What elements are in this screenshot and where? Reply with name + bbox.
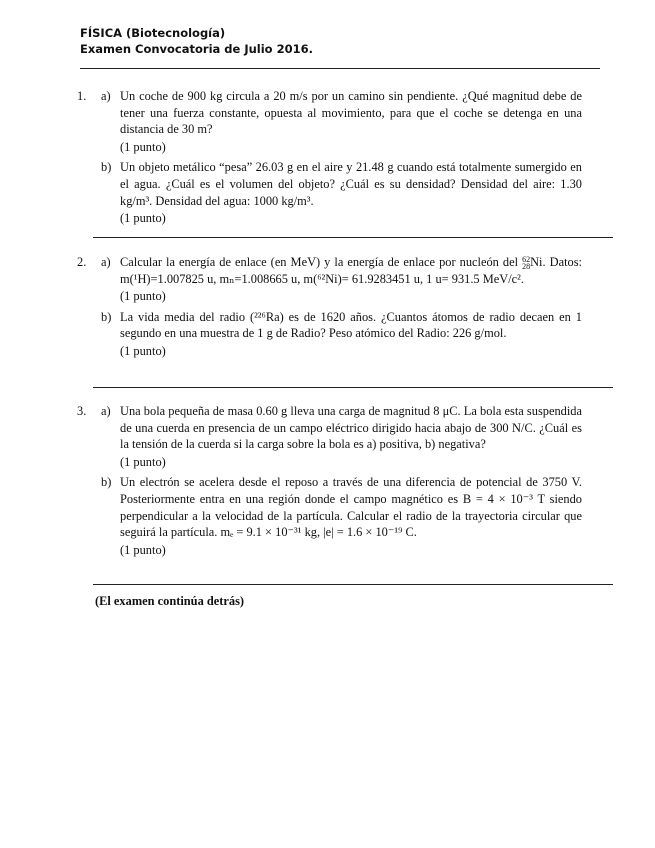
- part-text: Una bola pequeña de masa 0.60 g lleva una carga de magnitud 8 μC. La bola esta suspendida de una cuerda en presencia de un campo eléctrico dirigido hacia abajo de 300 N/C. ¿Cuál es la tensión de la cuerda si la carga sobre la bola es a) positiva, b) negativa?: [120, 404, 582, 452]
- problem-2: [77, 254, 587, 360]
- part-label: b): [101, 475, 112, 490]
- part-label: a): [101, 255, 111, 269]
- part-label: b): [101, 160, 112, 175]
- part-label: a): [101, 89, 111, 103]
- part-text: Un objeto metálico “pesa” 26.03 g en el aire y 21.48 g cuando está totalmente sumergido en el agua. ¿Cuál es el volumen del objeto? ¿Cuál es su densidad? Densidad del aire: 1.30 kg/m³. Densidad del agua: 1000 kg/m³.: [120, 160, 582, 208]
- part-points: (1 punto): [120, 343, 166, 358]
- problem-divider: [93, 584, 613, 585]
- part-text: Calcular la energía de enlace (en MeV) y la energía de enlace por nucleón del: [120, 255, 523, 269]
- problem-3: [77, 403, 587, 558]
- problem-part: [101, 403, 582, 470]
- problem-1: [77, 88, 587, 227]
- problem-part: [101, 88, 582, 155]
- part-label: b): [101, 309, 112, 324]
- exam-header: [80, 25, 313, 57]
- nuclide-atomic-number: 28: [522, 262, 531, 271]
- problem-divider: [93, 387, 613, 388]
- problem-number: 2.: [77, 255, 87, 269]
- problem-part: [101, 159, 582, 226]
- problem-number: 3.: [77, 404, 87, 418]
- course-title: FÍSICA (Biotecnología): [80, 26, 226, 40]
- part-points: (1 punto): [120, 542, 166, 557]
- problem-divider: [93, 237, 613, 238]
- exam-subtitle: Examen Convocatoria de Julio 2016.: [80, 42, 313, 56]
- nuclide-mass-number: 62: [522, 255, 531, 264]
- problem-part: [101, 474, 582, 558]
- problem-part: [101, 254, 583, 305]
- problem-part: [101, 309, 582, 360]
- header-divider: [80, 68, 600, 69]
- part-text: La vida media del radio (²²⁶Ra) es de 1620 años. ¿Cuantos átomos de radio decaen en 1 segundo en una muestra de 1 g de Radio? Peso atómico del Radio: 226 g/mol.: [120, 309, 582, 341]
- part-points: (1 punto): [120, 211, 166, 226]
- part-points: (1 punto): [120, 454, 166, 469]
- part-points: (1 punto): [120, 139, 166, 154]
- nuclide-notation: [522, 256, 530, 270]
- part-text: Un coche de 900 kg circula a 20 m/s por un camino sin pendiente. ¿Qué magnitud debe de tener una fuerza constante, opuesta al movimiento, para que el coche se detenga en una distancia de 30 m?: [120, 89, 582, 137]
- part-text: Un electrón se acelera desde el reposo a través de una diferencia de potencial de 3750 V. Posteriormente entra en una región donde el campo magnético es B = 4 × 10⁻³ T siendo perpendicular a la velocidad de la partícula. Calcular el radio de la trayectoria circular que seguirá la partícula. mₑ = 9.1 × 10⁻³¹ kg, |e| = 1.6 × 10⁻¹⁹ C.: [120, 475, 582, 540]
- continued-note: (El examen continúa detrás): [95, 594, 245, 608]
- part-points: (1 punto): [120, 289, 166, 304]
- part-text: Datos: m(¹H)=1.007825 u, mₙ=1.008665 u, m(⁶²Ni)= 61.9283451 u, 1 u= 931.5 MeV/c².: [120, 255, 583, 286]
- part-label: a): [101, 404, 111, 418]
- problem-number: 1.: [77, 89, 87, 103]
- nuclide-symbol: Ni.: [530, 255, 546, 269]
